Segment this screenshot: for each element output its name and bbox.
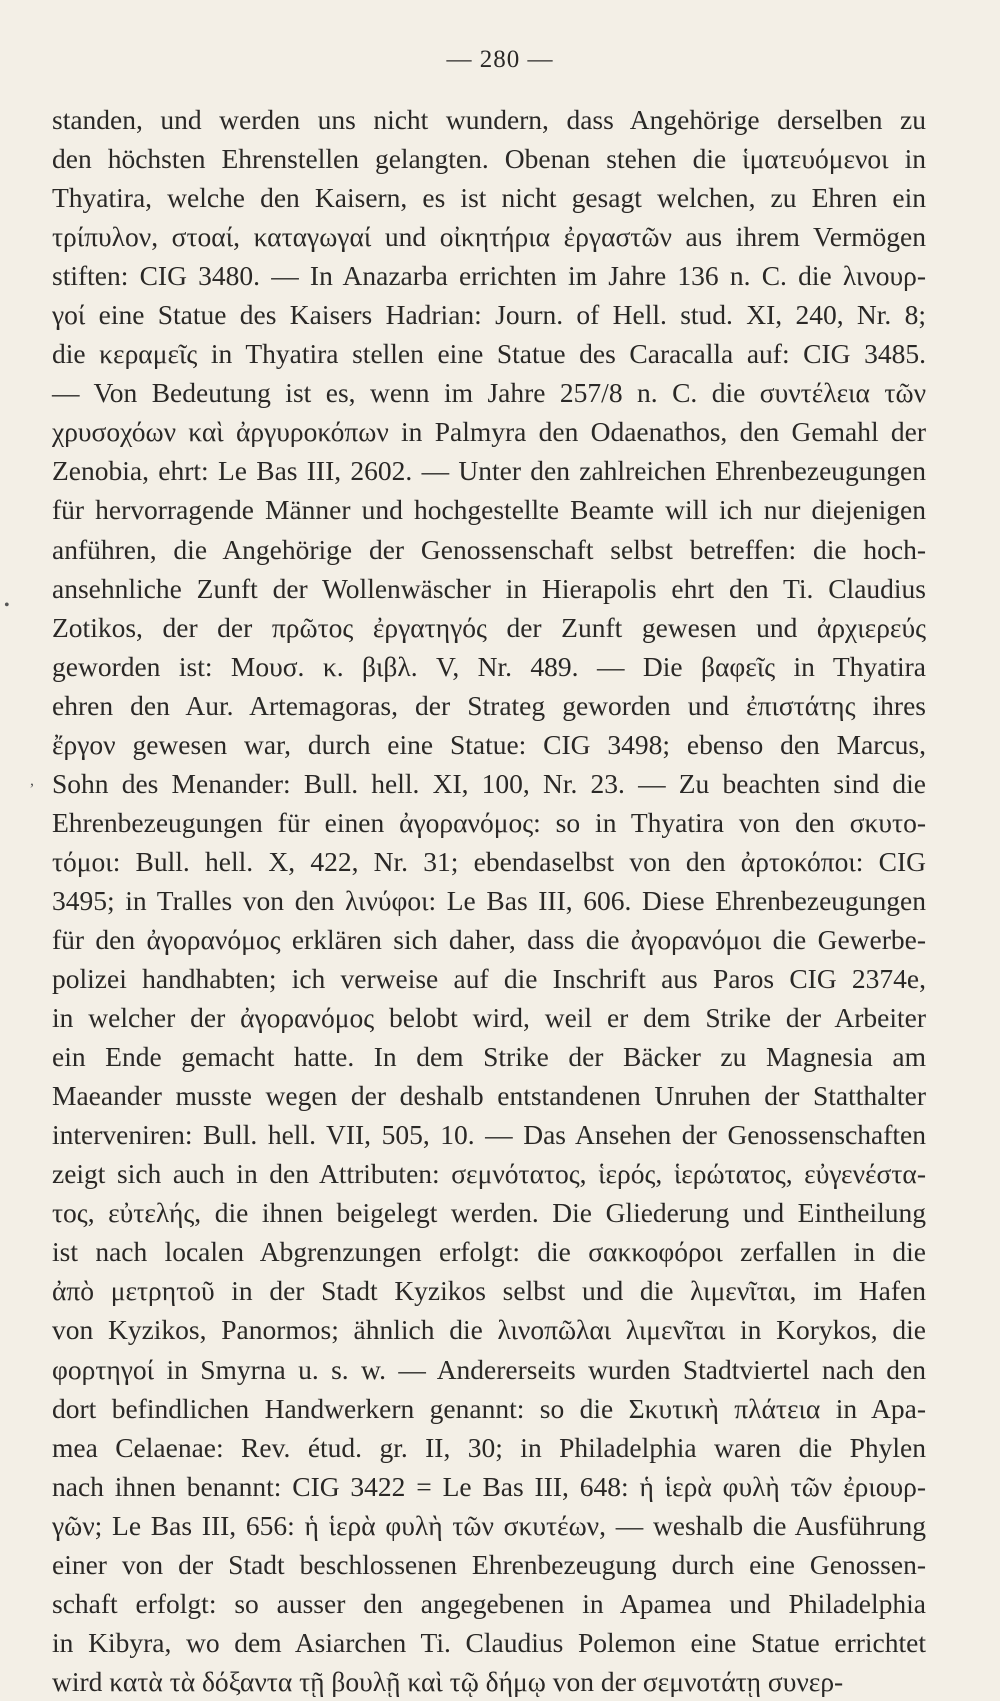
text-line: standen, und werden uns nicht wundern, dass Angehörige derselben zu — [52, 104, 926, 135]
text-line: ansehnliche Zunft der Wollenwäscher in Hierapolis ehrt den Ti. Claudius — [52, 572, 926, 604]
text-line: γοί eine Statue des Kaisers Hadrian: Journ. of Hell. stud. XI, 240, Nr. 8; — [52, 299, 926, 331]
text-line: polizei handhabten; ich verweise auf die Inschrift aus Paros CIG 2374e, — [52, 963, 926, 995]
text-line: in Kibyra, wo dem Asiarchen Ti. Claudius Polemon eine Statue errichtet — [52, 1626, 926, 1658]
text-line: einer von der Stadt beschlossenen Ehrenbezeugung durch eine Genossen- — [52, 1548, 926, 1580]
page-number: — 280 — — [446, 46, 554, 73]
text-line: für hervorragende Männer und hochgestellte Beamte will ich nur diejenigen — [52, 494, 926, 526]
text-line: Thyatira, welche den Kaisern, es ist nicht gesagt welchen, zu Ehren ein — [52, 182, 926, 214]
text-line: Ehrenbezeugungen für einen ἀγορανόμος: so in Thyatira von den σκυτο- — [52, 806, 926, 838]
text-line: dort befindlichen Handwerkern genannt: so die Σκυτικὴ πλάτεια in Apa- — [52, 1392, 926, 1424]
text-line: anführen, die Angehörige der Genossenschaft selbst betreffen: die hoch- — [52, 533, 926, 565]
text-line: schaft erfolgt: so ausser den angegebenen in Apamea und Philadelphia — [52, 1587, 926, 1619]
text-line: ist nach localen Abgrenzungen erfolgt: die σακκοφόροι zerfallen in die — [52, 1236, 926, 1268]
margin-mark: • — [4, 597, 10, 614]
text-line: stiften: CIG 3480. — In Anazarba errichten im Jahre 136 n. C. die λινουρ- — [52, 260, 926, 292]
text-line: — Von Bedeutung ist es, wenn im Jahre 257/8 n. C. die συντέλεια τῶν — [52, 377, 926, 409]
text-line: den höchsten Ehrenstellen gelangten. Obenan stehen die ἱματευόμενοι in — [52, 143, 926, 175]
text-line: Zotikos, der der πρῶτος ἐργατηγός der Zunft gewesen und ἀρχιερεύς — [52, 611, 926, 643]
text-line: τρίπυλον, στοαί, καταγωγαί und οἰκητήρια ἐργαστῶν aus ihrem Vermögen — [52, 221, 926, 253]
text-line: ἀπὸ μετρητοῦ in der Stadt Kyzikos selbst und die λιμενῖται, im Hafen — [52, 1275, 926, 1307]
text-line: zeigt sich auch in den Attributen: σεμνότατος, ἱερός, ἱερώτατος, εὐγενέστα- — [52, 1158, 926, 1190]
text-line: ehren den Aur. Artemagoras, der Strateg geworden und ἐπιστάτης ihres — [52, 689, 926, 721]
text-line: für den ἀγορανόμος erklären sich daher, dass die ἀγορανόμοι die Gewerbe- — [52, 923, 926, 955]
text-line: Sohn des Menander: Bull. hell. XI, 100, Nr. 23. — Zu beachten sind die — [52, 767, 926, 799]
text-line: interveniren: Bull. hell. VII, 505, 10. — Das Ansehen der Genossenschaften — [52, 1119, 926, 1151]
text-line: in welcher der ἀγορανόμος belobt wird, weil er dem Strike der Arbeiter — [52, 1002, 926, 1034]
margin-mark: , — [30, 772, 34, 789]
text-line: 3495; in Tralles von den λινύφοι: Le Bas III, 606. Diese Ehrenbezeugungen — [52, 884, 926, 916]
text-line: nach ihnen benannt: CIG 3422 = Le Bas III, 648: ἡ ἱερὰ φυλὴ τῶν ἐριουρ- — [52, 1470, 926, 1502]
text-line: γῶν; Le Bas III, 656: ἡ ἱερὰ φυλὴ τῶν σκυτέων, — weshalb die Ausführung — [52, 1509, 926, 1541]
text-line: τος, εὐτελής, die ihnen beigelegt werden. Die Gliederung und Eintheilung — [52, 1197, 926, 1229]
text-line: χρυσοχόων καὶ ἀργυροκόπων in Palmyra den Odaenathos, den Gemahl der — [52, 416, 926, 448]
text-line: geworden ist: Μουσ. κ. βιβλ. V, Nr. 489. — Die βαφεῖς in Thyatira — [52, 650, 926, 682]
text-line: ἔργον gewesen war, durch eine Statue: CIG 3498; ebenso den Marcus, — [52, 728, 926, 760]
text-line: Zenobia, ehrt: Le Bas III, 2602. — Unter den zahlreichen Ehrenbezeugungen — [52, 455, 926, 487]
text-line: von Kyzikos, Panormos; ähnlich die λινοπῶλαι λιμενῖται in Korykos, die — [52, 1314, 926, 1346]
text-line: φορτηγοί in Smyrna u. s. w. — Andererseits wurden Stadtviertel nach den — [52, 1353, 926, 1385]
text-line: wird κατὰ τὰ δόξαντα τῇ βουλῇ καὶ τῷ δήμῳ von der σεμνοτάτῃ συνερ- — [52, 1665, 844, 1697]
text-line: τόμοι: Bull. hell. X, 422, Nr. 31; ebendaselbst von den ἀρτοκόποι: CIG — [52, 845, 926, 877]
text-line: Maeander musste wegen der deshalb entstandenen Unruhen der Statthalter — [52, 1080, 926, 1112]
text-line: mea Celaenae: Rev. étud. gr. II, 30; in Philadelphia waren die Phylen — [52, 1431, 926, 1463]
body-text — [52, 100, 926, 1701]
text-line: ein Ende gemacht hatte. In dem Strike der Bäcker zu Magnesia am — [52, 1041, 926, 1073]
text-line: die κεραμεῖς in Thyatira stellen eine Statue des Caracalla auf: CIG 3485. — [52, 338, 926, 370]
